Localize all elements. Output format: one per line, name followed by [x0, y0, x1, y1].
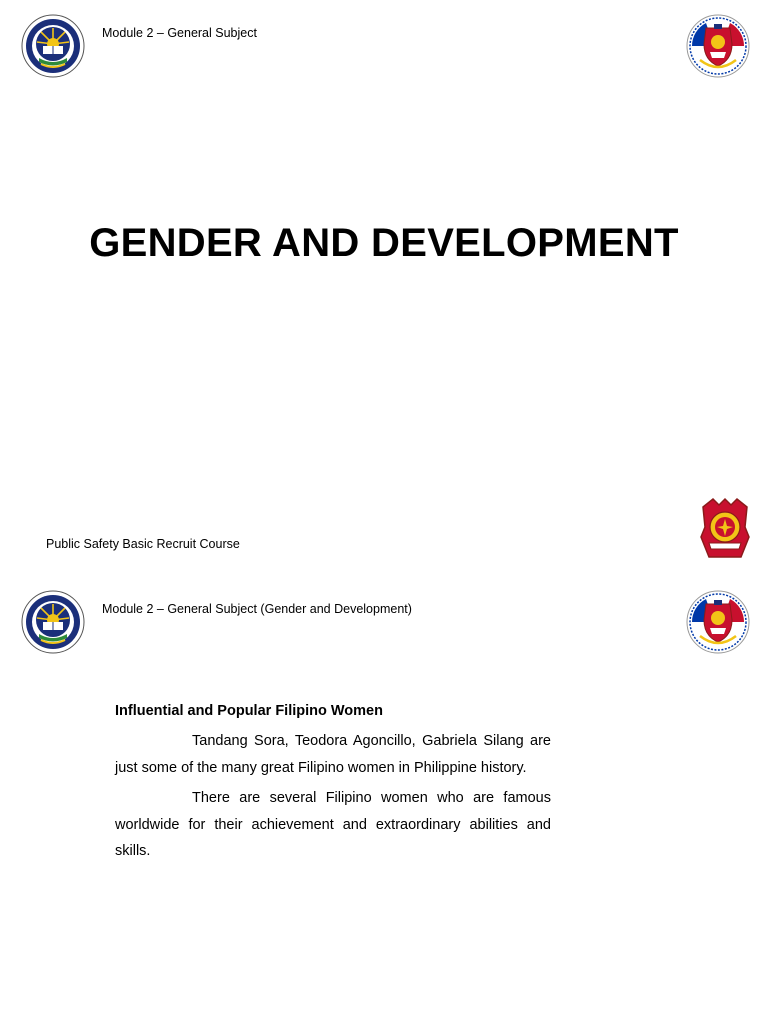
page-header-text: Module 2 – General Subject (Gender and Development): [102, 602, 412, 616]
body-paragraph: There are several Filipino women who are famous worldwide for their achievement and extraordinary abilities and skills.: [115, 790, 551, 859]
document-title: GENDER AND DEVELOPMENT: [89, 221, 679, 265]
academy-seal-icon: [21, 14, 85, 78]
page-header-text: Module 2 – General Subject: [102, 26, 257, 40]
academy-seal-icon: [21, 590, 85, 654]
pnp-training-institute-seal-icon: [686, 590, 750, 654]
pnp-training-institute-seal-icon: [686, 14, 750, 78]
page-content: [115, 700, 551, 869]
section-heading: Influential and Popular Filipino Women: [115, 703, 383, 719]
pnp-badge-icon: [699, 497, 751, 559]
body-paragraph: Tandang Sora, Teodora Agoncillo, Gabriela Silang are just some of the many great Filipino women in Philippine history.: [115, 733, 551, 776]
page-footer-text: Public Safety Basic Recruit Course: [46, 537, 240, 551]
document-page-2: [0, 576, 768, 1024]
